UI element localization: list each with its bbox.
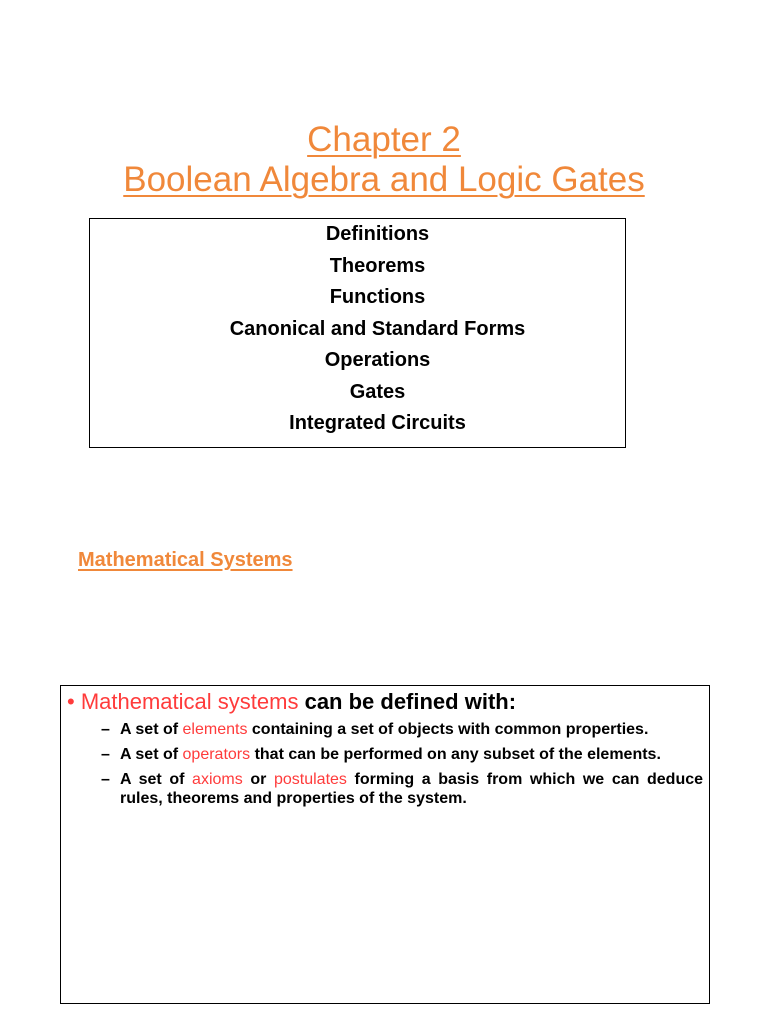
topic-item: Definitions — [325, 223, 430, 245]
item-text-pre: A set of — [120, 746, 179, 763]
item-text-pre: A set of — [120, 771, 185, 788]
item-text-post: containing a set of objects with common properties. — [251, 721, 649, 738]
list-item — [101, 770, 703, 808]
sub-bullet-list — [101, 720, 703, 814]
item-text-pre: A set of — [120, 721, 179, 738]
dash-icon: – — [101, 746, 110, 763]
topic-item: Functions — [329, 286, 426, 308]
item-text-post: that can be performed on any subset of the elements. — [254, 746, 661, 763]
bullet-highlight: Mathematical systems — [80, 689, 299, 714]
topic-item: Gates — [349, 380, 406, 403]
chapter-label: Chapter 2 — [307, 120, 461, 159]
topics-box — [89, 218, 626, 448]
dash-icon: – — [101, 721, 110, 738]
topic-item: Integrated Circuits — [289, 412, 466, 434]
item-highlight: operators — [182, 746, 251, 763]
topic-item: Theorems — [329, 254, 426, 277]
main-bullet — [67, 688, 516, 716]
list-item — [101, 720, 703, 739]
item-text-mid: or — [250, 771, 267, 788]
bullet-icon: • — [67, 689, 75, 714]
bullet-text: can be defined with: — [304, 689, 517, 714]
topic-item: Canonical and Standard Forms — [229, 317, 526, 340]
item-highlight-2: postulates — [273, 771, 347, 788]
list-item — [101, 745, 703, 764]
content-box — [60, 685, 710, 1004]
item-highlight: axioms — [192, 771, 243, 788]
item-text-post: forming a basis from which we can deduce rules, theorems and properties of the system. — [120, 771, 704, 807]
dash-icon: – — [101, 771, 110, 788]
chapter-title: Boolean Algebra and Logic Gates — [123, 160, 645, 199]
section-heading: Mathematical Systems — [78, 549, 293, 571]
item-highlight: elements — [182, 721, 248, 738]
topic-item: Operations — [324, 349, 431, 371]
